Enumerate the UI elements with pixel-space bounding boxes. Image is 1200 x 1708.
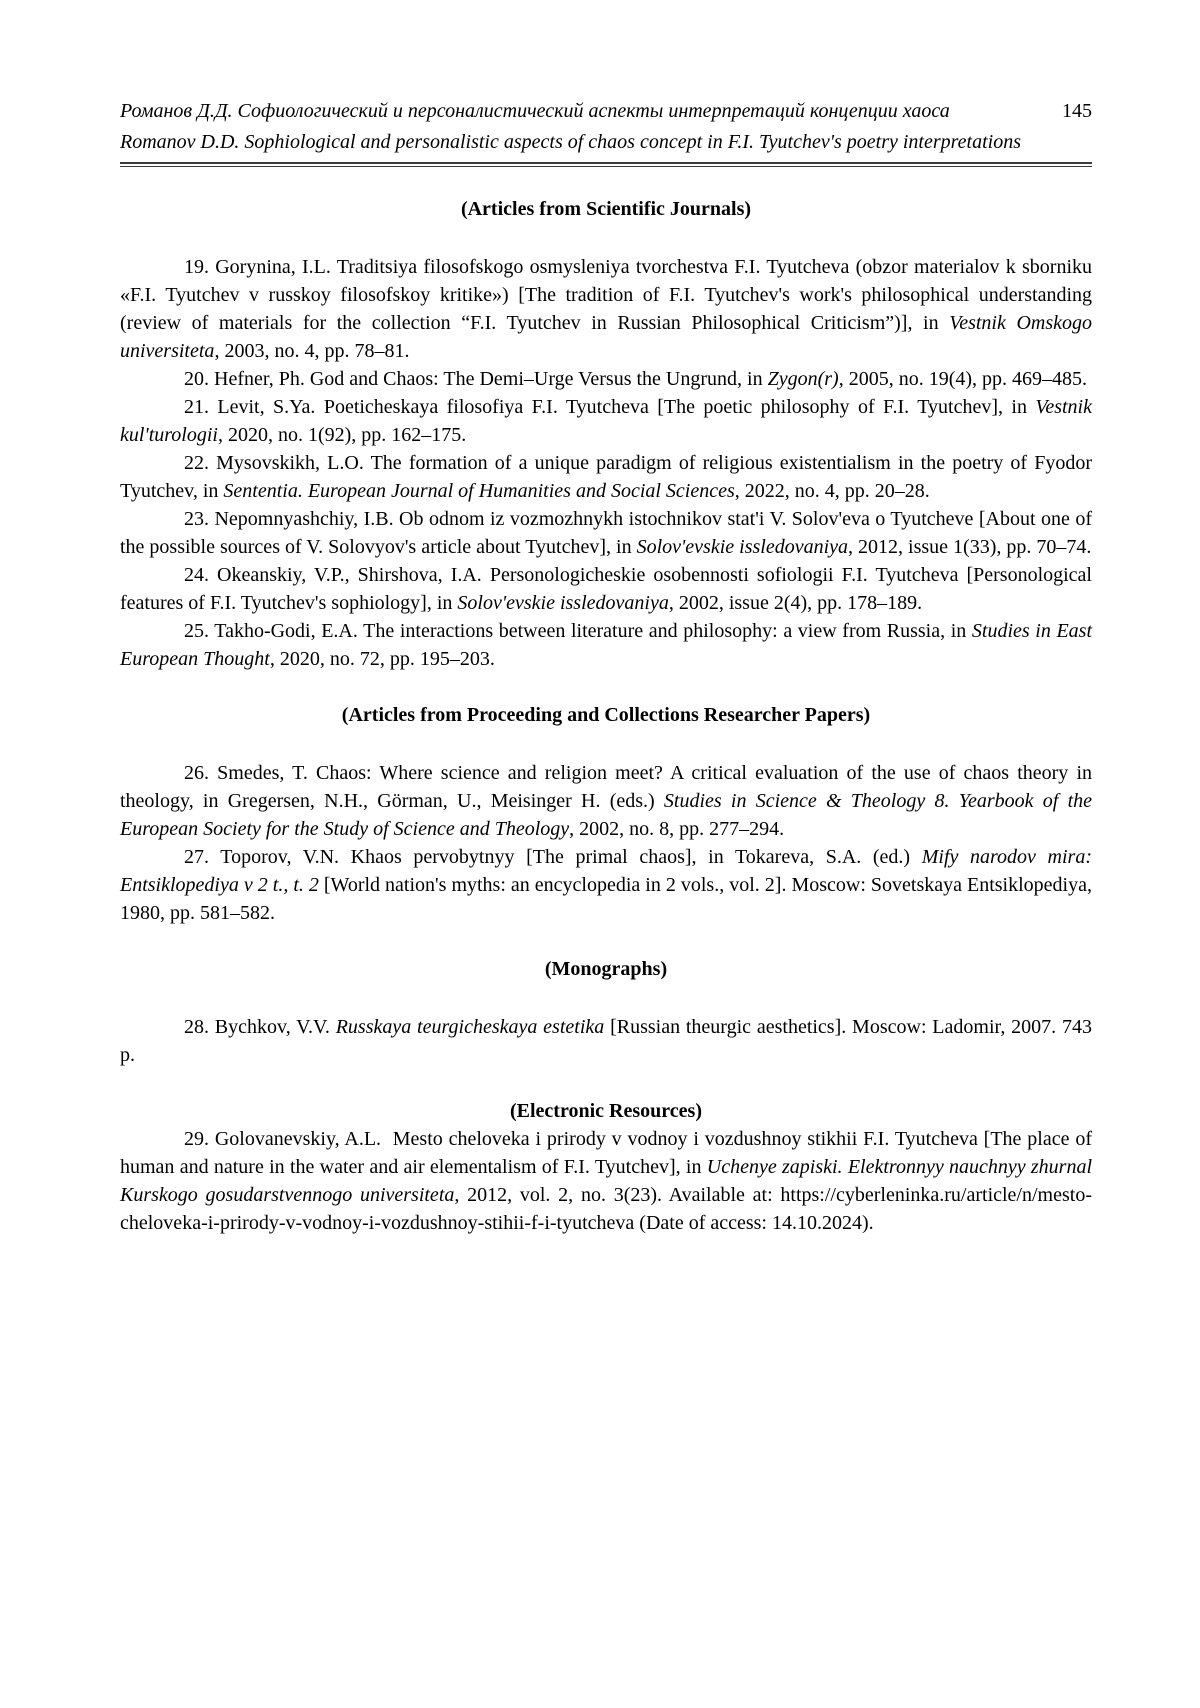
references-list <box>120 195 1092 1237</box>
reference-entry: 28. Bychkov, V.V. Russkaya teurgicheskaya estetika [Russian theurgic aesthetics]. Moscow: Ladomir, 2007. 743 p. <box>120 1016 1092 1066</box>
section-heading: (Electronic Resources) <box>510 1100 702 1122</box>
reference-entry: 24. Okeanskiy, V.P., Shirshova, I.A. Personologicheskie osobennosti sofiologii F.I. Tyutcheva [Personological features of F.I. Tyutchev's sophiology], in Solov'evskie issledovaniya, 2002, issue 2(4), pp. 178–189. <box>120 564 1092 614</box>
section-heading: (Articles from Scientific Journals) <box>460 198 752 220</box>
reference-entry: 23. Nepomnyashchiy, I.B. Ob odnom iz vozmozhnykh istochnikov stat'i V. Solov'eva o Tyutcheve [About one of the possible sources of V. Solovyov's article about Tyutchev], in Solov'evskie issledovaniya, 2012, issue 1(33), pp. 70–74. <box>120 508 1092 558</box>
reference-entry: 19. Gorynina, I.L. Traditsiya filosofskogo osmysleniya tvorchestva F.I. Tyutcheva (obzor materialov k sborniku «F.I. Tyutchev v russkoy filosofskoy kritike») [The tradition of F.I. Tyutchev's work's philosophical understanding (review of materials for the collection “F.I. Tyutchev in Russian Philosophical Criticism”)], in Vestnik Omskogo universiteta, 2003, no. 4, pp. 78–81. <box>120 256 1092 362</box>
references-section <box>120 701 1092 927</box>
reference-entry: 25. Takho-Godi, E.A. The interactions between literature and philosophy: a view from Russia, in Studies in East European Thought, 2020, no. 72, pp. 195–203. <box>120 620 1092 670</box>
reference-entry: 22. Mysovskikh, L.O. The formation of a unique paradigm of religious existentialism in the poetry of Fyodor Tyutchev, in Sententia. European Journal of Humanities and Social Sciences, 2022, no. 4, pp. 20–28. <box>120 452 1092 502</box>
reference-entry: 29. Golovanevskiy, A.L. Mesto cheloveka i prirody v vodnoy i vozdushnoy stikhii F.I. Tyutcheva [The place of human and nature in the water and air elementalism of F.I. Tyutchev], in Uchenye zapiski. Elektronnyy nauchnyy zhurnal Kurskogo gosudarstvennogo universiteta, 2012, vol. 2, no. 3(23). Available at: https://cyberleninka.ru/article/n/mesto-cheloveka-i-prirody-v-vodnoy-i-vozdushnoy-stihii-f-i-tyutcheva (Date of access: 14.10.2024). <box>120 1128 1093 1234</box>
header-rule <box>120 162 1092 167</box>
running-head-en: Romanov D.D. Sophiological and personalistic aspects of chaos concept in F.I. Tyutchev's poetry interpretations <box>120 131 1021 153</box>
reference-entry: 21. Levit, S.Ya. Poeticheskaya filosofiya F.I. Tyutcheva [The poetic philosophy of F.I. Tyutchev], in Vestnik kul'turologii, 2020, no. 1(92), pp. 162–175. <box>120 396 1092 446</box>
references-section <box>120 1097 1092 1237</box>
running-head-row <box>120 96 1092 127</box>
page-header <box>120 96 1092 167</box>
references-section <box>120 955 1092 1069</box>
running-head-ru: Романов Д.Д. Софиологический и персоналистический аспекты интерпретаций концепции хаоса <box>120 100 950 122</box>
reference-entry: 27. Toporov, V.N. Khaos pervobytnyy [The primal chaos], in Tokareva, S.A. (ed.) Mify narodov mira: Entsiklopediya v 2 t., t. 2 [World nation's myths: an encyclopedia in 2 vols., vol. 2]. Moscow: Sovetskaya Entsiklopediya, 1980, pp. 581–582. <box>120 846 1093 924</box>
reference-entry: 20. Hefner, Ph. God and Chaos: The Demi–Urge Versus the Ungrund, in Zygon(r), 2005, no. 19(4), pp. 469–485. <box>184 368 1088 390</box>
references-section <box>120 195 1092 673</box>
section-heading: (Articles from Proceeding and Collections Researcher Papers) <box>341 704 871 726</box>
section-heading: (Monographs) <box>544 958 668 980</box>
page-number: 145 <box>1062 100 1092 122</box>
reference-entry: 26. Smedes, T. Chaos: Where science and religion meet? A critical evaluation of the use of chaos theory in theology, in Gregersen, N.H., Görman, U., Meisinger H. (eds.) Studies in Science & Theology 8. Yearbook of the European Society for the Study of Science and Theology, 2002, no. 8, pp. 277–294. <box>120 762 1092 840</box>
